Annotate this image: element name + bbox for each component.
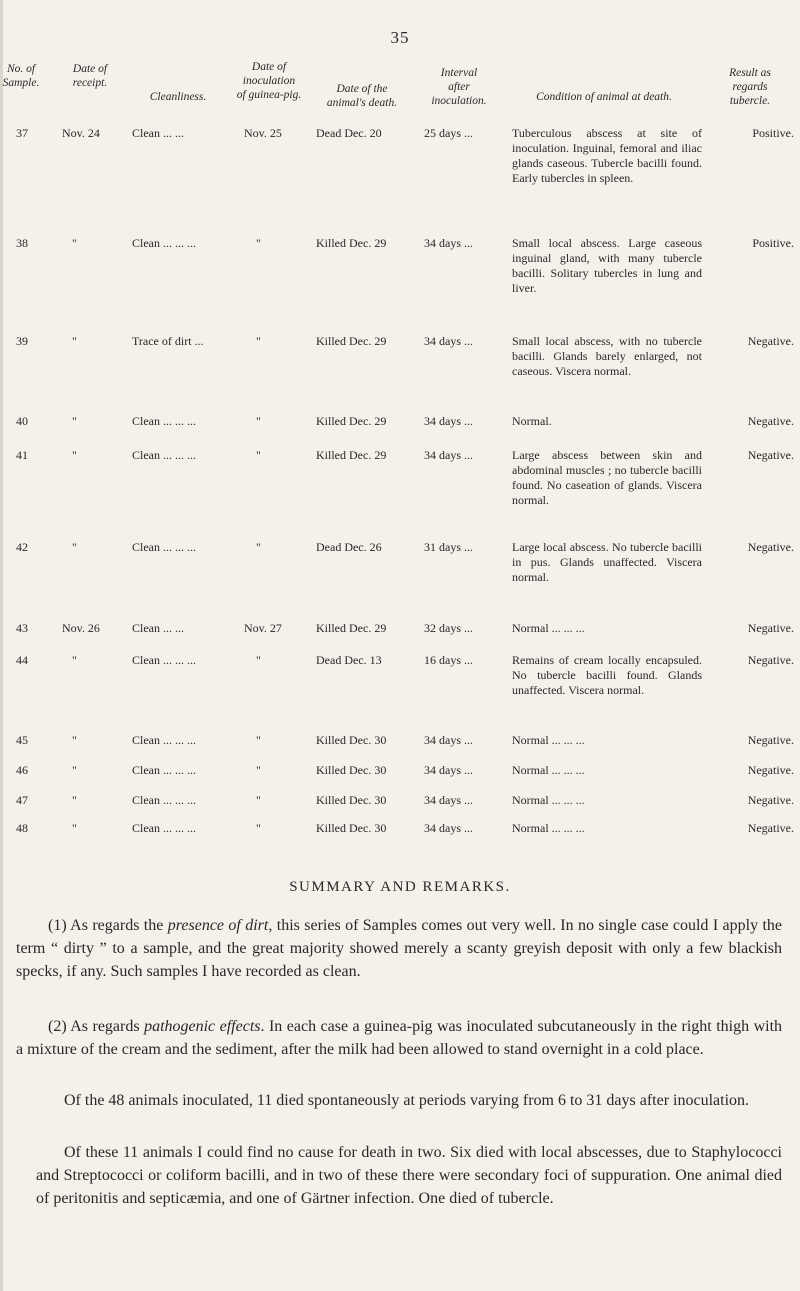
cleanliness: Clean ... ... ...	[132, 414, 196, 428]
date-receipt: "	[72, 540, 77, 554]
header-cleanliness: Cleanliness.	[149, 91, 207, 103]
date-death: Killed Dec. 29	[316, 414, 387, 428]
result: Negative.	[747, 621, 794, 635]
page-number: 35	[390, 28, 410, 47]
date-death: Killed Dec. 30	[316, 763, 387, 777]
condition: Normal ... ... ...	[512, 733, 585, 747]
date-inoculation: "	[256, 414, 261, 428]
interval: 34 days ...	[424, 733, 473, 747]
condition: Remains of cream locally encapsuled. No tubercle bacilli found. Glands unaffected. Viscera normal.	[512, 653, 702, 697]
date-death: Killed Dec. 30	[316, 821, 387, 835]
cleanliness: Clean ... ... ...	[132, 236, 196, 250]
result: Negative.	[747, 653, 794, 667]
interval: 34 days ...	[424, 334, 473, 348]
cleanliness: Trace of dirt ...	[132, 334, 204, 348]
date-inoculation: "	[256, 334, 261, 348]
date-death: Dead Dec. 26	[316, 540, 382, 554]
summary-paragraph-1: (1) As regards the presence of dirt, this series of Samples comes out very well. In no single case could I apply the term “ dirty ” to a sample, and the great majority showed merely a scanty greyish deposit with only a few blackish specks, if any. Such samples I have recorded as clean.	[16, 917, 783, 980]
result: Negative.	[747, 334, 794, 348]
summary-paragraph-3: Of the 48 animals inoculated, 11 died spontaneously at periods varying from 6 to 31 days after inoculation.	[64, 1092, 750, 1109]
condition: Normal ... ... ...	[512, 821, 585, 835]
header-date-death: Date of the animal's death.	[326, 83, 398, 109]
date-death: Dead Dec. 13	[316, 653, 382, 667]
result: Negative.	[747, 733, 794, 747]
date-receipt: "	[72, 793, 77, 807]
page-edge	[0, 0, 3, 1291]
interval: 34 days ...	[424, 414, 473, 428]
result: Negative.	[747, 540, 794, 554]
result: Negative.	[747, 793, 794, 807]
result: Negative.	[747, 414, 794, 428]
header-date-inoculation: Date of inoculation of guinea-pig.	[236, 61, 302, 101]
cleanliness: Clean ... ... ...	[132, 821, 196, 835]
cleanliness: Clean ... ... ...	[132, 793, 196, 807]
cleanliness: Clean ... ... ...	[132, 448, 196, 462]
date-death: Killed Dec. 29	[316, 448, 387, 462]
date-inoculation: "	[256, 653, 261, 667]
date-receipt: Nov. 24	[62, 126, 100, 140]
date-inoculation: "	[256, 448, 261, 462]
date-inoculation: "	[256, 793, 261, 807]
summary-paragraph-2: (2) As regards pathogenic effects. In each case a guinea-pig was inoculated subcutaneously in the right thigh with a mixture of the cream and the sediment, after the milk had been allowed to stand overnight in a cold place.	[16, 1018, 783, 1058]
date-inoculation: Nov. 25	[244, 126, 282, 140]
condition: Normal ... ... ...	[512, 763, 585, 777]
interval: 34 days ...	[424, 236, 473, 250]
header-date-receipt: Date of receipt.	[72, 63, 108, 89]
condition: Normal.	[512, 414, 552, 428]
interval: 32 days ...	[424, 621, 473, 635]
sample-number: 46	[16, 763, 28, 777]
date-receipt: "	[72, 733, 77, 747]
cleanliness: Clean ... ... ...	[132, 540, 196, 554]
cleanliness: Clean ... ... ...	[132, 733, 196, 747]
result: Negative.	[747, 821, 794, 835]
date-inoculation: Nov. 27	[244, 621, 282, 635]
condition: Small local abscess, with no tubercle bacilli. Glands barely enlarged, not caseous. Viscera normal.	[512, 334, 702, 378]
sample-number: 40	[16, 414, 28, 428]
date-death: Killed Dec. 29	[316, 621, 387, 635]
condition: Normal ... ... ...	[512, 621, 585, 635]
date-inoculation: "	[256, 236, 261, 250]
summary-heading: SUMMARY AND REMARKS.	[289, 879, 511, 895]
cleanliness: Clean ... ...	[132, 126, 184, 140]
condition: Large abscess between skin and abdominal muscles ; no tubercle bacilli found. No caseation of glands. Viscera normal.	[512, 448, 702, 507]
date-inoculation: "	[256, 763, 261, 777]
date-receipt: "	[72, 236, 77, 250]
cleanliness: Clean ... ...	[132, 621, 184, 635]
date-receipt: "	[72, 334, 77, 348]
result: Positive.	[752, 236, 794, 250]
header-result: Result as regards tubercle.	[729, 67, 771, 107]
date-death: Killed Dec. 29	[316, 334, 387, 348]
condition: Small local abscess. Large caseous inguinal gland, with many tubercle bacilli. Solitary tubercles in lung and liver.	[512, 236, 702, 295]
sample-number: 45	[16, 733, 28, 747]
interval: 34 days ...	[424, 793, 473, 807]
sample-number: 48	[16, 821, 28, 835]
date-death: Killed Dec. 30	[316, 733, 387, 747]
date-inoculation: "	[256, 540, 261, 554]
date-receipt: "	[72, 653, 77, 667]
result: Positive.	[752, 126, 794, 140]
sample-number: 39	[16, 334, 28, 348]
result: Negative.	[747, 448, 794, 462]
date-inoculation: "	[256, 733, 261, 747]
sample-number: 47	[16, 793, 28, 807]
date-death: Dead Dec. 20	[316, 126, 382, 140]
interval: 34 days ...	[424, 448, 473, 462]
cleanliness: Clean ... ... ...	[132, 653, 196, 667]
date-receipt: "	[72, 763, 77, 777]
date-death: Killed Dec. 30	[316, 793, 387, 807]
header-interval: Interval after inoculation.	[431, 67, 487, 107]
result: Negative.	[747, 763, 794, 777]
condition: Tuberculous abscess at site of inoculation. Inguinal, femoral and iliac glands caseous. Tubercle bacilli found. Early tubercles in spleen.	[512, 126, 702, 185]
date-receipt: "	[72, 821, 77, 835]
date-receipt: Nov. 26	[62, 621, 100, 635]
interval: 34 days ...	[424, 821, 473, 835]
date-receipt: "	[72, 448, 77, 462]
sample-number: 43	[16, 621, 28, 635]
header-condition: Condition of animal at death.	[536, 91, 672, 103]
summary-paragraph-4: Of these 11 animals I could find no cause for death in two. Six died with local abscesses, due to Staphylococci and Streptococci or coliform bacilli, and in two of these there were secondary foci of suppuration. One animal died of peritonitis and septicæmia, and one of Gärtner infection. One died of tubercle.	[36, 1144, 782, 1207]
interval: 25 days ...	[424, 126, 473, 140]
sample-number: 44	[16, 653, 28, 667]
sample-number: 42	[16, 540, 28, 554]
interval: 16 days ...	[424, 653, 473, 667]
cleanliness: Clean ... ... ...	[132, 763, 196, 777]
sample-number: 41	[16, 448, 28, 462]
sample-number: 37	[16, 126, 28, 140]
condition: Large local abscess. No tubercle bacilli in pus. Glands unaffected. Viscera normal.	[512, 540, 702, 584]
interval: 34 days ...	[424, 763, 473, 777]
condition: Normal ... ... ...	[512, 793, 585, 807]
header-sample-no: No. of Sample.	[2, 63, 40, 89]
interval: 31 days ...	[424, 540, 473, 554]
sample-number: 38	[16, 236, 28, 250]
date-receipt: "	[72, 414, 77, 428]
date-inoculation: "	[256, 821, 261, 835]
date-death: Killed Dec. 29	[316, 236, 387, 250]
